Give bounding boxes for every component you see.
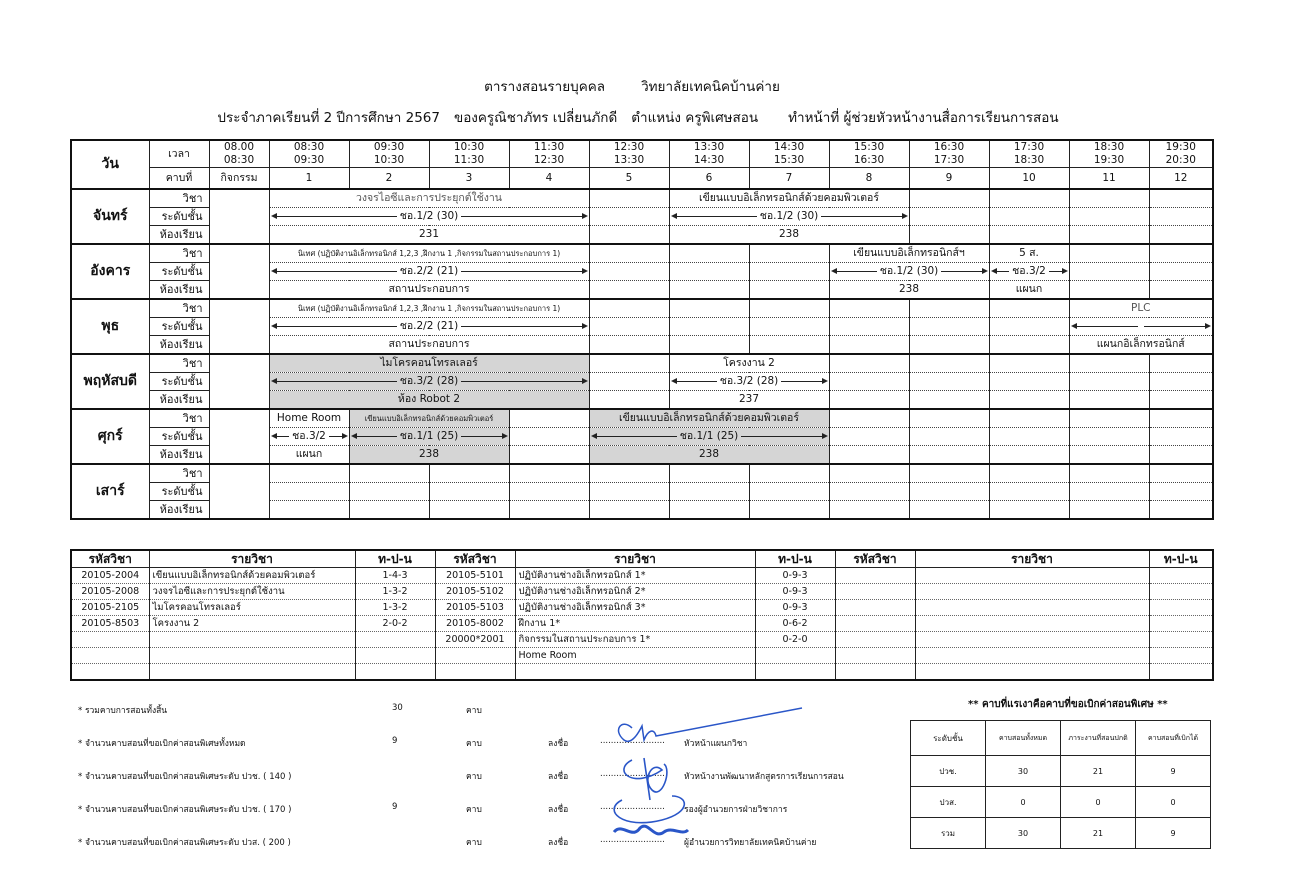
thu-room-2: 237 bbox=[669, 391, 829, 410]
activity-cell bbox=[209, 409, 269, 464]
sign-line: ........................ bbox=[600, 769, 665, 779]
subject-list-table bbox=[70, 549, 1214, 681]
fri-room-1: แผนก bbox=[269, 446, 349, 465]
header-code: รหัสวิชา bbox=[835, 550, 915, 568]
sign-title-4: ผู้อำนวยการวิทยาลัยเทคนิคบ้านค่าย bbox=[684, 838, 817, 848]
footer-line-4: * จำนวนคาบสอนที่ขอเบิกค่าสอนพิเศษระดับ ปวช. ( 170 ) bbox=[78, 805, 292, 815]
day-thursday: พฤหัสบดี bbox=[71, 354, 149, 409]
time-header: เวลา bbox=[149, 140, 209, 168]
activity-cell bbox=[209, 189, 269, 244]
footer-line-3: * จำนวนคาบสอนที่ขอเบิกค่าสอนพิเศษระดับ ปวช. ( 140 ) bbox=[78, 772, 292, 782]
page-title bbox=[0, 75, 1278, 97]
footer-unit: คาบ bbox=[466, 805, 482, 815]
schedule-table bbox=[70, 139, 1214, 520]
activity-header: กิจกรรม bbox=[209, 168, 269, 190]
time-slot: 19:30 20:30 bbox=[1149, 140, 1213, 168]
footer-unit: คาบ bbox=[466, 706, 482, 716]
wed-level-1: ชอ.2/2 (21) bbox=[269, 318, 589, 336]
wed-room-2: แผนกอิเล็กทรอนิกส์ bbox=[1069, 336, 1213, 355]
tue-room-2: 238 bbox=[829, 281, 989, 300]
title-main: ตารางสอนรายบุคคล bbox=[484, 79, 606, 95]
sign-title-2: หัวหน้างานพัฒนาหลักสูตรการเรียนการสอน bbox=[684, 772, 844, 782]
period-number: 6 bbox=[669, 168, 749, 190]
mon-room-2: 238 bbox=[669, 226, 909, 245]
teacher-position: ตำแหน่ง ครูพิเศษสอน bbox=[631, 110, 759, 126]
header-name: รายวิชา bbox=[915, 550, 1149, 568]
table-row: Home Room bbox=[71, 648, 1213, 664]
shaded-period-note: ** คาบที่แรเงาคือคาบที่ขอเบิกค่าสอนพิเศษ ** bbox=[968, 699, 1168, 710]
period-header: คาบที่ bbox=[149, 168, 209, 190]
fri-level-2: ชอ.1/1 (25) bbox=[349, 428, 509, 446]
tue-subject-1: นิเทศ (ปฏิบัติงานอิเล็กทรอนิกส์ 1,2,3 ,ฝึกงาน 1 ,กิจกรรมในสถานประกอบการ 1) bbox=[269, 244, 589, 263]
footer-line-2: * จำนวนคาบสอนที่ขอเบิกค่าสอนพิเศษทั้งหมด bbox=[78, 739, 246, 749]
tue-level-3: ชอ.3/2 bbox=[989, 263, 1069, 281]
summary-row: รวม 30 21 9 bbox=[911, 818, 1211, 849]
activity-cell bbox=[209, 464, 269, 519]
tue-subject-2: เขียนแบบอิเล็กทรอนิกส์ฯ bbox=[829, 244, 989, 263]
time-slot: 10:30 11:30 bbox=[429, 140, 509, 168]
time-slot: 18:30 19:30 bbox=[1069, 140, 1149, 168]
footer-unit: คาบ bbox=[466, 739, 482, 749]
period-number: 12 bbox=[1149, 168, 1213, 190]
period-number: 7 bbox=[749, 168, 829, 190]
period-number: 1 bbox=[269, 168, 349, 190]
time-slot: 15:30 16:30 bbox=[829, 140, 909, 168]
summary-row: ปวส. 0 0 0 bbox=[911, 787, 1211, 818]
period-number: 5 bbox=[589, 168, 669, 190]
footer-total: * รวมคาบการสอนทั้งสิ้น bbox=[78, 706, 168, 716]
time-slot: 08.00 08:30 bbox=[209, 140, 269, 168]
period-number: 9 bbox=[909, 168, 989, 190]
sign-label: ลงชื่อ bbox=[548, 739, 569, 749]
fri-subject-1: Home Room bbox=[269, 409, 349, 428]
sign-label: ลงชื่อ bbox=[548, 838, 569, 848]
period-number: 3 bbox=[429, 168, 509, 190]
footer-unit: คาบ bbox=[466, 838, 482, 848]
mon-level-1: ชอ.1/2 (30) bbox=[269, 208, 589, 226]
row-label-room: ห้องเรียน bbox=[149, 446, 209, 465]
mon-subject-2: เขียนแบบอิเล็กทรอนิกส์ด้วยคอมพิวเตอร์ bbox=[669, 189, 909, 208]
day-friday: ศุกร์ bbox=[71, 409, 149, 464]
day-monday: จันทร์ bbox=[71, 189, 149, 244]
summary-row: ปวช. 30 21 9 bbox=[911, 756, 1211, 787]
time-slot: 13:30 14:30 bbox=[669, 140, 749, 168]
mon-subject-1: วงจรไอซีและการประยุกต์ใช้งาน bbox=[269, 189, 589, 208]
row-label-level: ระดับชั้น bbox=[149, 208, 209, 226]
time-slot: 11:30 12:30 bbox=[509, 140, 589, 168]
activity-cell bbox=[209, 299, 269, 354]
row-label-subject: วิชา bbox=[149, 244, 209, 263]
tue-level-1: ชอ.2/2 (21) bbox=[269, 263, 589, 281]
tue-level-2: ชอ.1/2 (30) bbox=[829, 263, 989, 281]
page-subtitle bbox=[0, 106, 1284, 128]
signature-icon bbox=[592, 700, 812, 850]
thu-level-2: ชอ.3/2 (28) bbox=[669, 373, 829, 391]
fri-level-1: ชอ.3/2 bbox=[269, 428, 349, 446]
table-row: 20105-2008 วงจรไอซีและการประยุกต์ใช้งาน 1-3-2 20105-5102 ปฏิบัติงานช่างอิเล็กทรอนิกส์ 2* 0-9-3 bbox=[71, 584, 1213, 600]
thu-level-1: ชอ.3/2 (28) bbox=[269, 373, 589, 391]
fri-room-2: 238 bbox=[349, 446, 509, 465]
footer-line-4-value: 9 bbox=[392, 802, 398, 812]
footer-unit: คาบ bbox=[466, 772, 482, 782]
row-label-subject: วิชา bbox=[149, 409, 209, 428]
header-code: รหัสวิชา bbox=[71, 550, 149, 568]
day-saturday: เสาร์ bbox=[71, 464, 149, 519]
wed-subject-1: นิเทศ (ปฏิบัติงานอิเล็กทรอนิกส์ 1,2,3 ,ฝึกงาน 1 ,กิจกรรมในสถานประกอบการ 1) bbox=[269, 299, 589, 318]
sign-label: ลงชื่อ bbox=[548, 805, 569, 815]
fri-room-3: 238 bbox=[589, 446, 829, 465]
summary-header: คาบสอนทั้งหมด bbox=[986, 721, 1061, 756]
footer-total-value: 30 bbox=[392, 703, 403, 713]
teacher-duty: ทำหน้าที่ ผู้ช่วยหัวหน้างานสื่อการเรียนการสอน bbox=[788, 110, 1059, 126]
time-slot: 09:30 10:30 bbox=[349, 140, 429, 168]
table-row: 20105-2105 ไมโครคอนโทรลเลอร์ 1-3-2 20105-5103 ปฏิบัติงานช่างอิเล็กทรอนิกส์ 3* 0-9-3 bbox=[71, 600, 1213, 616]
row-label-subject: วิชา bbox=[149, 354, 209, 373]
mon-room-1: 231 bbox=[269, 226, 589, 245]
footer-line-2-value: 9 bbox=[392, 736, 398, 746]
time-slot: 17:30 18:30 bbox=[989, 140, 1069, 168]
row-label-room: ห้องเรียน bbox=[149, 336, 209, 355]
table-row: 20000*2001 กิจกรรมในสถานประกอบการ 1* 0-2-0 bbox=[71, 632, 1213, 648]
row-label-subject: วิชา bbox=[149, 189, 209, 208]
row-label-level: ระดับชั้น bbox=[149, 263, 209, 281]
sign-title-1: หัวหน้าแผนกวิชา bbox=[684, 739, 748, 749]
summary-header: คาบสอนที่เบิกได้ bbox=[1136, 721, 1211, 756]
period-number: 8 bbox=[829, 168, 909, 190]
period-number: 11 bbox=[1069, 168, 1149, 190]
fri-subject-3: เขียนแบบอิเล็กทรอนิกส์ด้วยคอมพิวเตอร์ bbox=[589, 409, 829, 428]
row-label-room: ห้องเรียน bbox=[149, 226, 209, 245]
time-slot: 12:30 13:30 bbox=[589, 140, 669, 168]
summary-header: ระดับชั้น bbox=[911, 721, 986, 756]
semester: ประจำภาคเรียนที่ 2 ปีการศึกษา 2567 bbox=[217, 110, 440, 126]
header-tpn: ท-ป-น bbox=[355, 550, 435, 568]
row-label-room: ห้องเรียน bbox=[149, 501, 209, 520]
row-label-subject: วิชา bbox=[149, 464, 209, 483]
period-number: 10 bbox=[989, 168, 1069, 190]
day-header: วัน bbox=[71, 140, 149, 189]
header-code: รหัสวิชา bbox=[435, 550, 515, 568]
sign-line: ........................ bbox=[600, 736, 665, 746]
row-label-level: ระดับชั้น bbox=[149, 318, 209, 336]
time-slot: 16:30 17:30 bbox=[909, 140, 989, 168]
row-label-level: ระดับชั้น bbox=[149, 483, 209, 501]
row-label-room: ห้องเรียน bbox=[149, 281, 209, 300]
row-label-subject: วิชา bbox=[149, 299, 209, 318]
header-name: รายวิชา bbox=[515, 550, 755, 568]
footer-line-5: * จำนวนคาบสอนที่ขอเบิกค่าสอนพิเศษระดับ ปวส. ( 200 ) bbox=[78, 838, 291, 848]
mon-level-2: ชอ.1/2 (30) bbox=[669, 208, 909, 226]
activity-cell bbox=[209, 354, 269, 409]
sign-title-3: รองผู้อำนวยการฝ่ายวิชาการ bbox=[684, 805, 788, 815]
day-wednesday: พุธ bbox=[71, 299, 149, 354]
wed-room-1: สถานประกอบการ bbox=[269, 336, 589, 355]
summary-header: ภาระงานที่สอนปกติ bbox=[1061, 721, 1136, 756]
summary-table bbox=[910, 720, 1211, 849]
header-tpn: ท-ป-น bbox=[755, 550, 835, 568]
title-college: วิทยาลัยเทคนิคบ้านค่าย bbox=[641, 79, 780, 95]
table-row: 20105-8503 โครงงาน 2 2-0-2 20105-8002 ฝึกงาน 1* 0-6-2 bbox=[71, 616, 1213, 632]
wed-subject-2: PLC bbox=[1069, 299, 1213, 318]
row-label-room: ห้องเรียน bbox=[149, 391, 209, 410]
time-slot: 08:30 09:30 bbox=[269, 140, 349, 168]
sign-line: ........................ bbox=[600, 802, 665, 812]
fri-level-3: ชอ.1/1 (25) bbox=[589, 428, 829, 446]
header-tpn: ท-ป-น bbox=[1149, 550, 1213, 568]
thu-room-1: ห้อง Robot 2 bbox=[269, 391, 589, 410]
tue-room-3: แผนก bbox=[989, 281, 1069, 300]
empty-cell bbox=[589, 189, 669, 208]
period-number: 4 bbox=[509, 168, 589, 190]
row-label-level: ระดับชั้น bbox=[149, 373, 209, 391]
row-label-level: ระดับชั้น bbox=[149, 428, 209, 446]
sign-line: ........................ bbox=[600, 835, 665, 845]
fri-subject-2: เขียนแบบอิเล็กทรอนิกส์ด้วยคอมพิวเตอร์ bbox=[349, 409, 509, 428]
header-name: รายวิชา bbox=[149, 550, 355, 568]
table-row bbox=[71, 664, 1213, 681]
tue-room-1: สถานประกอบการ bbox=[269, 281, 589, 300]
teacher-name: ของครูณิชาภัทร เปลี่ยนภักดี bbox=[453, 110, 618, 126]
time-slot: 14:30 15:30 bbox=[749, 140, 829, 168]
activity-cell bbox=[209, 244, 269, 299]
table-row: 20105-2004 เขียนแบบอิเล็กทรอนิกส์ด้วยคอมพิวเตอร์ 1-4-3 20105-5101 ปฏิบัติงานช่างอิเล็กทรอนิกส์ 1* 0-9-3 bbox=[71, 568, 1213, 584]
period-number: 2 bbox=[349, 168, 429, 190]
day-tuesday: อังคาร bbox=[71, 244, 149, 299]
sign-label: ลงชื่อ bbox=[548, 772, 569, 782]
thu-subject-2: โครงงาน 2 bbox=[669, 354, 829, 373]
thu-subject-1: ไมโครคอนโทรลเลอร์ bbox=[269, 354, 589, 373]
wed-level-2 bbox=[1069, 318, 1213, 336]
tue-subject-3: 5 ส. bbox=[989, 244, 1069, 263]
